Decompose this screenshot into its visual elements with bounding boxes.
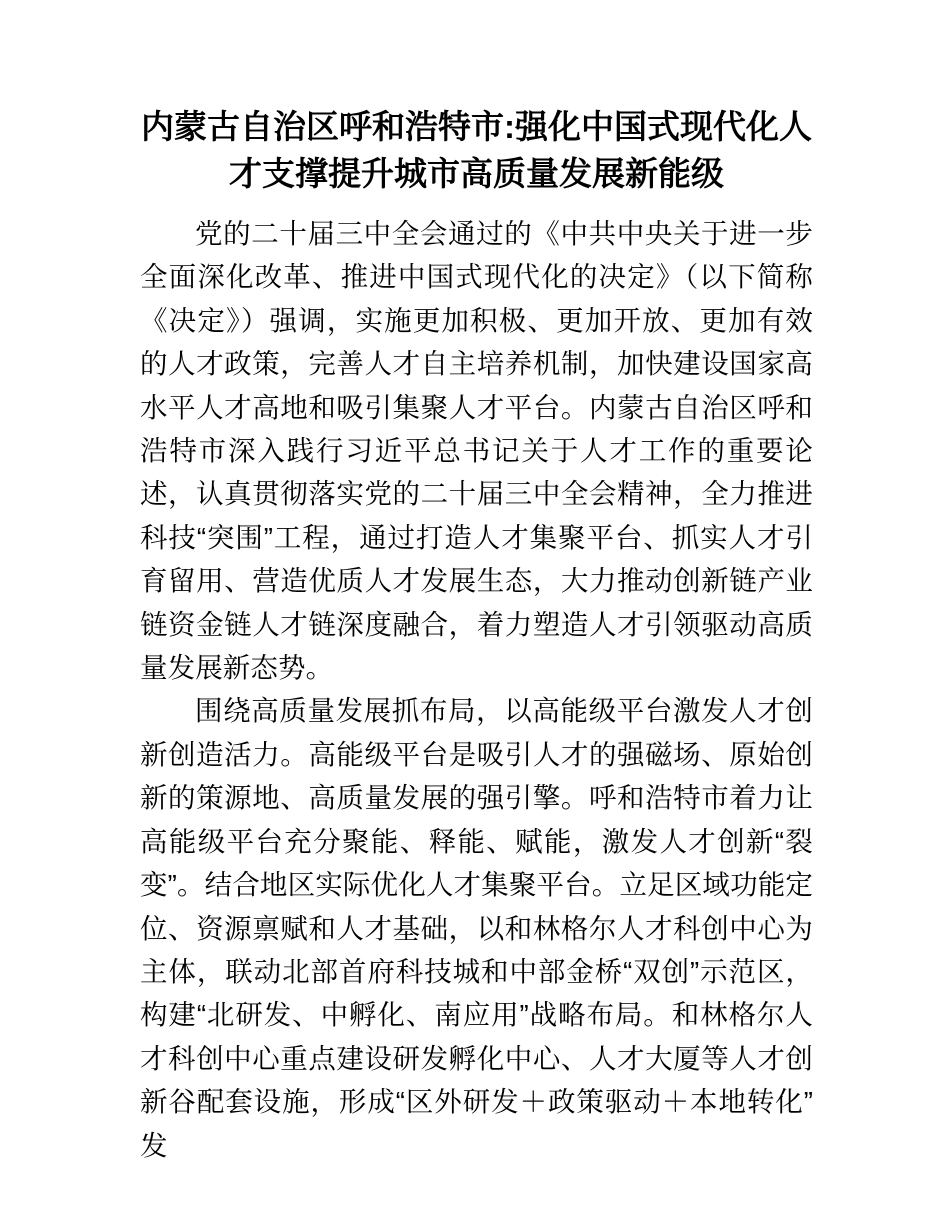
page-title-line-2: 才支撑提升城市高质量发展新能级	[229, 155, 724, 192]
document-body	[140, 212, 813, 1167]
body-paragraph-2: 围绕高质量发展抓布局，以高能级平台激发人才创新创造活力。高能级平台是吸引人才的强磁场、原始创新的策源地、高质量发展的强引擎。呼和浩特市着力让高能级平台充分聚能、释能、赋能，激发人才创新“裂变”。结合地区实际优化人才集聚平台。立足区域功能定位、资源禀赋和人才基础，以和林格尔人才科创中心为主体，联动北部首府科技城和中部金桥“双创”示范区，构建“北研发、中孵化、南应用”战略布局。和林格尔人才科创中心重点建设研发孵化中心、人才大厦等人才创新谷配套设施，形成“区外研发＋政策驱动＋本地转化”发	[140, 695, 813, 1161]
page-title-line-1: 内蒙古自治区呼和浩特市:强化中国式现代化人	[141, 108, 812, 145]
body-paragraph-1: 党的二十届三中全会通过的《中共中央关于进一步全面深化改革、推进中国式现代化的决定》（以下简称《决定》）强调，实施更加积极、更加开放、更加有效的人才政策，完善人才自主培养机制，加快建设国家高水平人才高地和吸引集聚人才平台。内蒙古自治区呼和浩特市深入践行习近平总书记关于人才工作的重要论述，认真贯彻落实党的二十届三中全会精神，全力推进科技“突围”工程，通过打造人才集聚平台、抓实人才引育留用、营造优质人才发展生态，大力推动创新链产业链资金链人才链深度融合，着力塑造人才引领驱动高质量发展新态势。	[140, 218, 813, 684]
page-title	[140, 103, 813, 197]
